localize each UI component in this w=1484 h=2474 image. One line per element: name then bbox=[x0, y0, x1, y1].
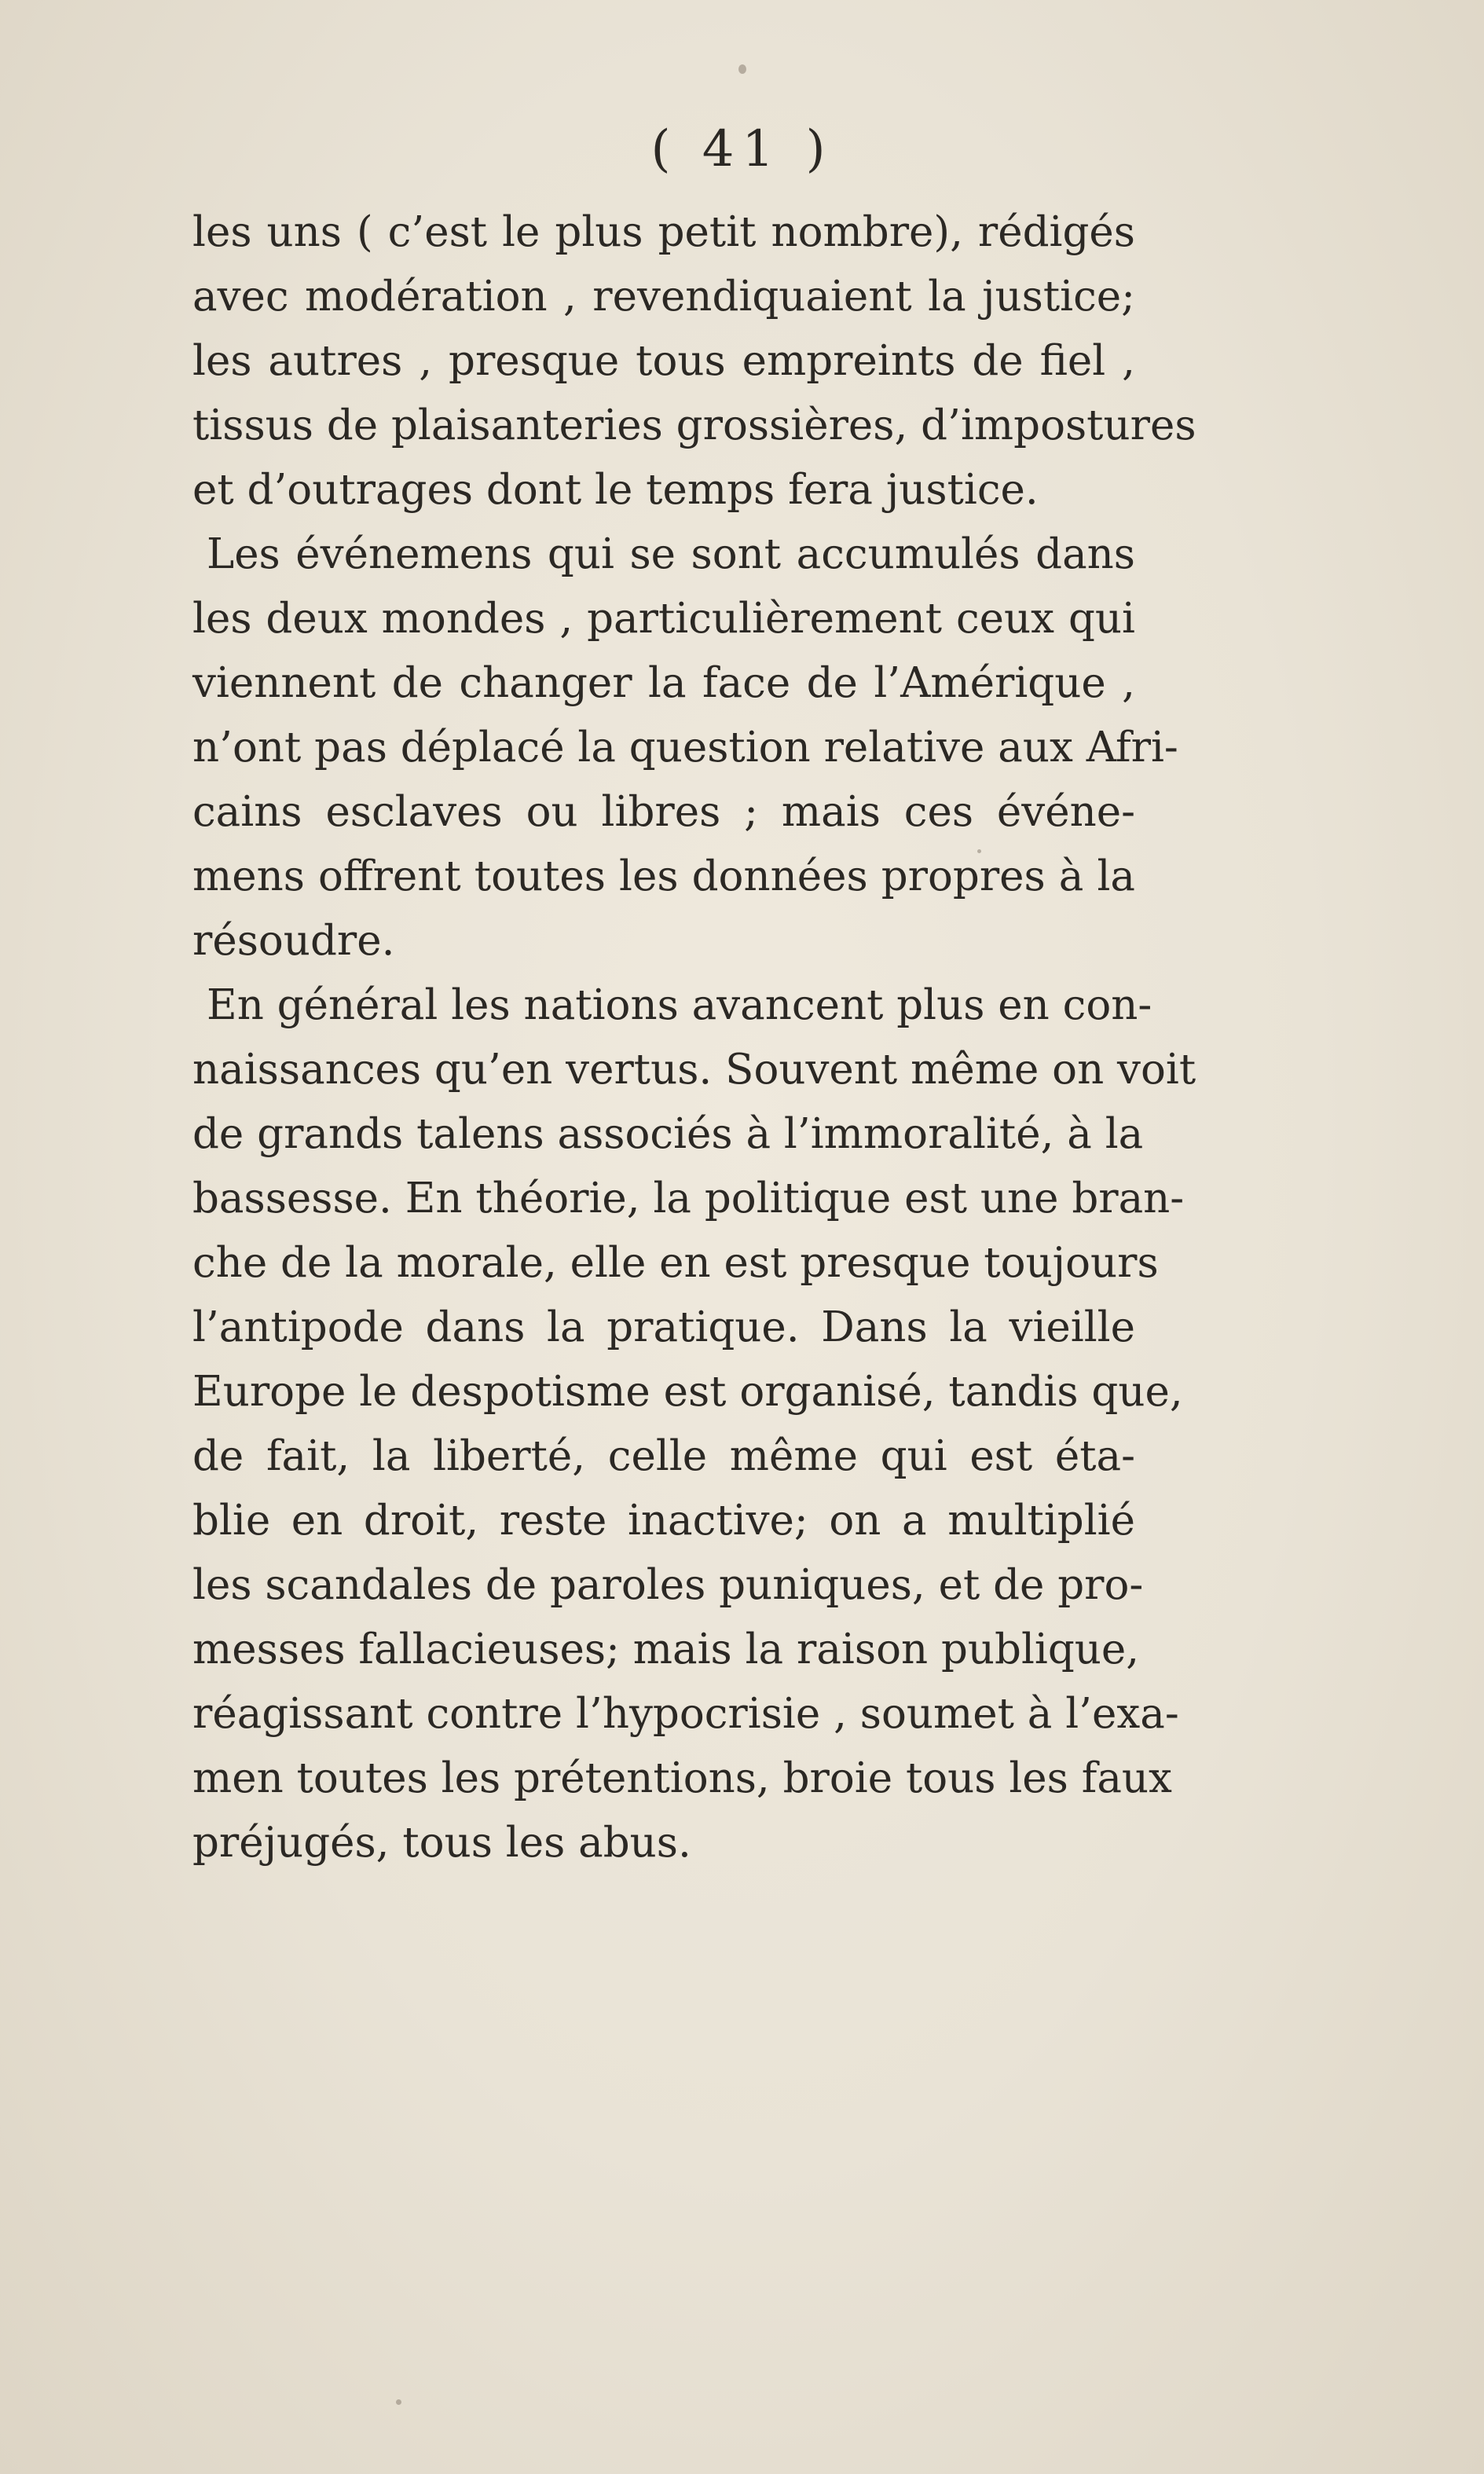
text-line: cains esclaves ou libres ; mais ces événe- bbox=[192, 788, 1135, 836]
page-number: ( 41 ) bbox=[650, 120, 834, 178]
paragraph-1 bbox=[192, 200, 1196, 522]
text-line: tissus de plaisanteries grossières, d’impostures bbox=[192, 401, 1196, 449]
text-line: les deux mondes , particulièrement ceux qui bbox=[192, 595, 1135, 643]
text-line: Les événemens qui se sont accumulés dans bbox=[207, 530, 1135, 578]
text-line: préjugés, tous les abus. bbox=[192, 1819, 691, 1867]
text-line: En général les nations avancent plus en con- bbox=[207, 981, 1152, 1029]
text-line: che de la morale, elle en est presque toujours bbox=[192, 1239, 1159, 1287]
text-line: Europe le despotisme est organisé, tandis que, bbox=[192, 1368, 1183, 1416]
text-line: résoudre. bbox=[192, 917, 395, 965]
text-line: réagissant contre l’hypocrisie , soumet à l’exa- bbox=[192, 1690, 1179, 1738]
body-text bbox=[192, 200, 1196, 1875]
text-line: bassesse. En théorie, la politique est une bran- bbox=[192, 1175, 1185, 1222]
text-line: les scandales de paroles puniques, et de pro- bbox=[192, 1561, 1144, 1609]
text-line: messes fallacieuses; mais la raison publique, bbox=[192, 1626, 1140, 1673]
paper-speck bbox=[396, 2399, 401, 2405]
text-line: naissances qu’en vertus. Souvent même on voit bbox=[192, 1046, 1196, 1094]
paragraph-2 bbox=[192, 522, 1178, 973]
text-line: l’antipode dans la pratique. Dans la vieille bbox=[192, 1303, 1135, 1351]
text-line: men toutes les prétentions, broie tous les faux bbox=[192, 1754, 1172, 1802]
text-line: blie en droit, reste inactive; on a multiplié bbox=[192, 1497, 1135, 1545]
text-line: mens offrent toutes les données propres à la bbox=[192, 852, 1135, 900]
text-line: de grands talens associés à l’immoralité, à la bbox=[192, 1110, 1144, 1158]
text-line: et d’outrages dont le temps fera justice. bbox=[192, 466, 1039, 514]
text-line: n’ont pas déplacé la question relative aux Afri- bbox=[192, 724, 1178, 772]
paragraph-3 bbox=[192, 973, 1196, 1875]
text-line: les autres , presque tous empreints de fiel , bbox=[192, 337, 1135, 385]
text-line: les uns ( c’est le plus petit nombre), rédigés bbox=[192, 208, 1135, 256]
text-line: avec modération , revendiquaient la justice; bbox=[192, 273, 1135, 321]
paper-speck bbox=[738, 64, 746, 74]
text-line: viennent de changer la face de l’Amérique , bbox=[192, 659, 1135, 707]
text-line: de fait, la liberté, celle même qui est éta- bbox=[192, 1432, 1135, 1480]
